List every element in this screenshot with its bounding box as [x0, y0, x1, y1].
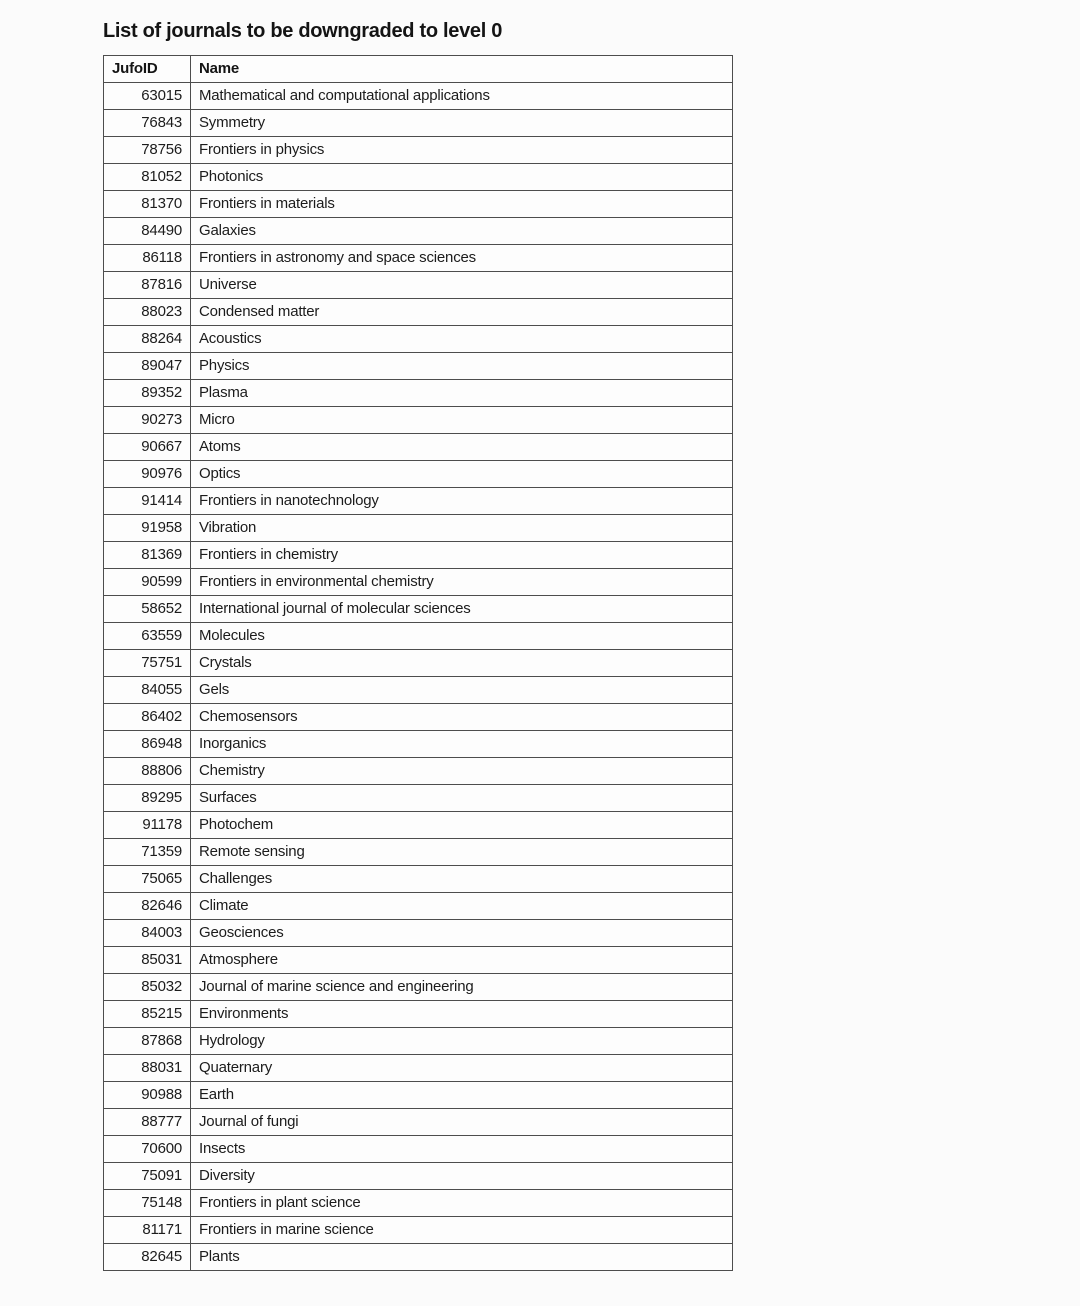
- table-row: [104, 407, 733, 434]
- table-row: [104, 461, 733, 488]
- table-row: [104, 1055, 733, 1082]
- journal-name-cell: Crystals: [191, 650, 733, 677]
- jufoid-cell: 88777: [104, 1109, 191, 1136]
- jufoid-cell: 90273: [104, 407, 191, 434]
- jufoid-cell: 75751: [104, 650, 191, 677]
- journal-name-cell: Hydrology: [191, 1028, 733, 1055]
- jufoid-cell: 76843: [104, 110, 191, 137]
- journal-name-cell: Chemistry: [191, 758, 733, 785]
- jufoid-cell: 90667: [104, 434, 191, 461]
- jufoid-cell: 91178: [104, 812, 191, 839]
- table-row: [104, 83, 733, 110]
- table-row: [104, 785, 733, 812]
- table-row: [104, 1163, 733, 1190]
- journal-name-cell: Symmetry: [191, 110, 733, 137]
- table-row: [104, 137, 733, 164]
- table-row: [104, 488, 733, 515]
- journal-name-cell: Frontiers in physics: [191, 137, 733, 164]
- jufoid-cell: 89047: [104, 353, 191, 380]
- jufoid-cell: 86402: [104, 704, 191, 731]
- journal-name-cell: Chemosensors: [191, 704, 733, 731]
- journal-name-cell: Environments: [191, 1001, 733, 1028]
- table-row: [104, 353, 733, 380]
- journal-name-cell: Photochem: [191, 812, 733, 839]
- jufoid-cell: 63559: [104, 623, 191, 650]
- jufoid-cell: 85031: [104, 947, 191, 974]
- table-row: [104, 758, 733, 785]
- journal-name-cell: Vibration: [191, 515, 733, 542]
- table-row: [104, 812, 733, 839]
- table-row: [104, 1244, 733, 1271]
- table-row: [104, 839, 733, 866]
- table-row: [104, 1217, 733, 1244]
- journal-name-cell: Molecules: [191, 623, 733, 650]
- journal-name-cell: Geosciences: [191, 920, 733, 947]
- journal-name-cell: Photonics: [191, 164, 733, 191]
- jufoid-cell: 81369: [104, 542, 191, 569]
- jufoid-cell: 86948: [104, 731, 191, 758]
- jufoid-cell: 85215: [104, 1001, 191, 1028]
- table-row: [104, 974, 733, 1001]
- journal-name-cell: Atmosphere: [191, 947, 733, 974]
- journal-name-cell: Journal of fungi: [191, 1109, 733, 1136]
- jufoid-cell: 84490: [104, 218, 191, 245]
- jufoid-cell: 81052: [104, 164, 191, 191]
- journal-name-cell: Condensed matter: [191, 299, 733, 326]
- jufoid-cell: 91414: [104, 488, 191, 515]
- table-row: [104, 1109, 733, 1136]
- jufoid-cell: 88806: [104, 758, 191, 785]
- jufoid-cell: 58652: [104, 596, 191, 623]
- table-row: [104, 866, 733, 893]
- jufoid-cell: 82646: [104, 893, 191, 920]
- journal-name-cell: Plants: [191, 1244, 733, 1271]
- table-row: [104, 326, 733, 353]
- table-row: [104, 623, 733, 650]
- journal-name-cell: International journal of molecular sciences: [191, 596, 733, 623]
- jufoid-cell: 75065: [104, 866, 191, 893]
- journal-name-cell: Acoustics: [191, 326, 733, 353]
- jufoid-cell: 87868: [104, 1028, 191, 1055]
- jufoid-cell: 88023: [104, 299, 191, 326]
- table-row: [104, 704, 733, 731]
- table-row: [104, 272, 733, 299]
- jufoid-cell: 86118: [104, 245, 191, 272]
- journal-name-cell: Earth: [191, 1082, 733, 1109]
- table-row: [104, 1028, 733, 1055]
- journal-name-cell: Atoms: [191, 434, 733, 461]
- table-row: [104, 380, 733, 407]
- journal-name-cell: Frontiers in environmental chemistry: [191, 569, 733, 596]
- jufoid-cell: 63015: [104, 83, 191, 110]
- table-row: [104, 110, 733, 137]
- journal-name-cell: Galaxies: [191, 218, 733, 245]
- journal-name-cell: Mathematical and computational applications: [191, 83, 733, 110]
- table-row: [104, 569, 733, 596]
- journal-name-cell: Climate: [191, 893, 733, 920]
- table-row: [104, 596, 733, 623]
- jufoid-cell: 88264: [104, 326, 191, 353]
- journal-name-cell: Frontiers in astronomy and space sciences: [191, 245, 733, 272]
- journal-name-cell: Optics: [191, 461, 733, 488]
- page-title: List of journals to be downgraded to level 0: [103, 20, 503, 42]
- journal-name-cell: Physics: [191, 353, 733, 380]
- table-row: [104, 1082, 733, 1109]
- jufoid-cell: 75091: [104, 1163, 191, 1190]
- table-row: [104, 515, 733, 542]
- table-row: [104, 1136, 733, 1163]
- journal-name-cell: Insects: [191, 1136, 733, 1163]
- table-row: [104, 893, 733, 920]
- table-row: [104, 245, 733, 272]
- journal-name-cell: Inorganics: [191, 731, 733, 758]
- table-row: [104, 542, 733, 569]
- jufoid-cell: 90976: [104, 461, 191, 488]
- jufoid-cell: 90599: [104, 569, 191, 596]
- table-row: [104, 731, 733, 758]
- jufoid-cell: 75148: [104, 1190, 191, 1217]
- journal-name-cell: Micro: [191, 407, 733, 434]
- table-row: [104, 299, 733, 326]
- table-row: [104, 434, 733, 461]
- jufoid-cell: 89352: [104, 380, 191, 407]
- journal-name-cell: Frontiers in chemistry: [191, 542, 733, 569]
- table-row: [104, 218, 733, 245]
- column-header-jufoid: JufoID: [104, 56, 191, 83]
- journal-name-cell: Frontiers in materials: [191, 191, 733, 218]
- journal-name-cell: Diversity: [191, 1163, 733, 1190]
- jufoid-cell: 87816: [104, 272, 191, 299]
- journal-name-cell: Universe: [191, 272, 733, 299]
- jufoid-cell: 70600: [104, 1136, 191, 1163]
- journal-name-cell: Remote sensing: [191, 839, 733, 866]
- jufoid-cell: 84003: [104, 920, 191, 947]
- table-row: [104, 677, 733, 704]
- journal-name-cell: Gels: [191, 677, 733, 704]
- jufoid-cell: 71359: [104, 839, 191, 866]
- journal-name-cell: Frontiers in nanotechnology: [191, 488, 733, 515]
- journal-name-cell: Challenges: [191, 866, 733, 893]
- jufoid-cell: 84055: [104, 677, 191, 704]
- journal-name-cell: Frontiers in marine science: [191, 1217, 733, 1244]
- table-row: [104, 650, 733, 677]
- column-header-name: Name: [191, 56, 733, 83]
- journals-table: [103, 55, 733, 1271]
- jufoid-cell: 78756: [104, 137, 191, 164]
- table-row: [104, 191, 733, 218]
- journal-name-cell: Frontiers in plant science: [191, 1190, 733, 1217]
- journal-name-cell: Journal of marine science and engineering: [191, 974, 733, 1001]
- jufoid-cell: 90988: [104, 1082, 191, 1109]
- jufoid-cell: 82645: [104, 1244, 191, 1271]
- table-row: [104, 920, 733, 947]
- table-row: [104, 1190, 733, 1217]
- jufoid-cell: 89295: [104, 785, 191, 812]
- jufoid-cell: 81370: [104, 191, 191, 218]
- table-row: [104, 164, 733, 191]
- jufoid-cell: 85032: [104, 974, 191, 1001]
- jufoid-cell: 91958: [104, 515, 191, 542]
- journal-name-cell: Surfaces: [191, 785, 733, 812]
- jufoid-cell: 81171: [104, 1217, 191, 1244]
- table-row: [104, 1001, 733, 1028]
- table-header-row: [104, 56, 733, 83]
- journal-name-cell: Quaternary: [191, 1055, 733, 1082]
- jufoid-cell: 88031: [104, 1055, 191, 1082]
- table-row: [104, 947, 733, 974]
- journal-name-cell: Plasma: [191, 380, 733, 407]
